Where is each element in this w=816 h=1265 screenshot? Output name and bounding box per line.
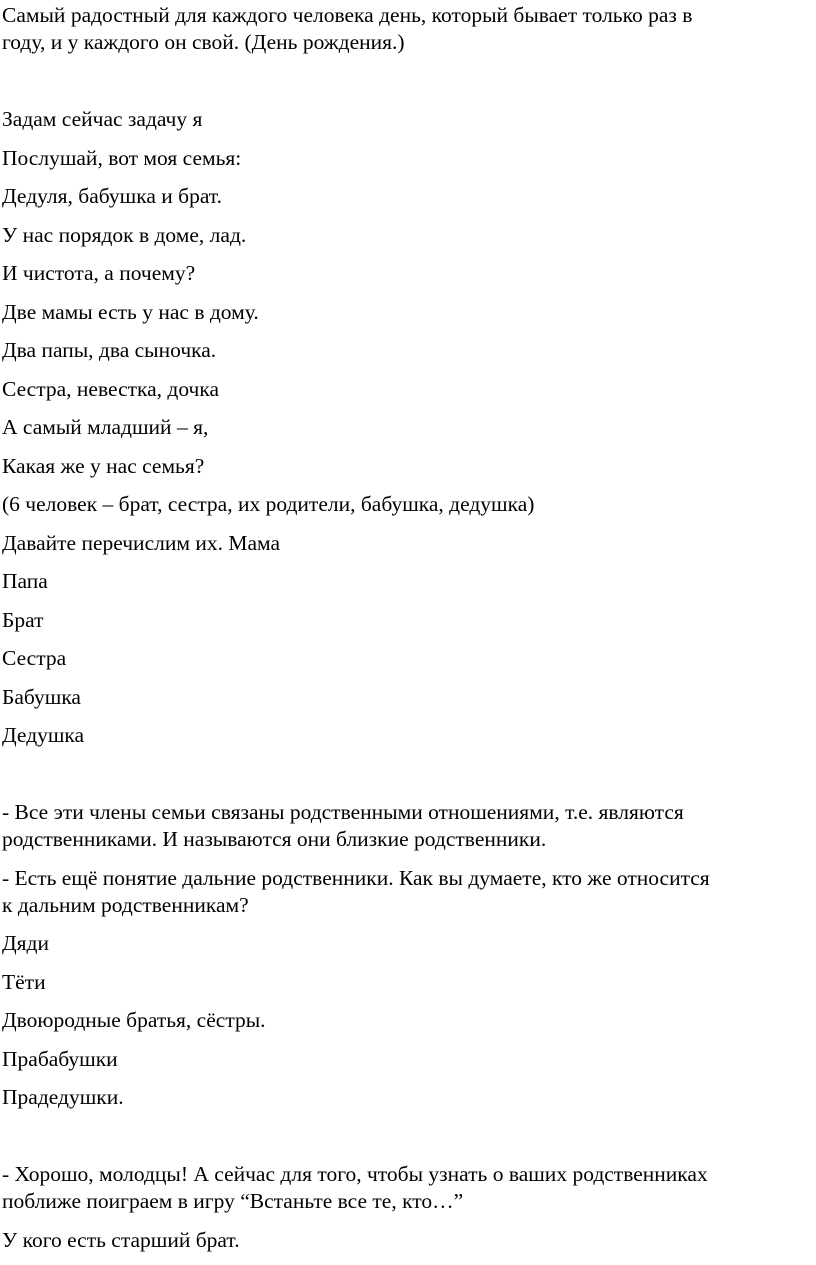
distant-list-item: Прадедушки.: [2, 1085, 124, 1109]
distant-list-item: Прабабушки: [2, 1046, 118, 1071]
blank-line: [2, 761, 814, 800]
poem-line: Два папы, два сыночка.: [2, 338, 217, 362]
poem: [2, 106, 814, 749]
paragraph-line: к дальним родственникам?: [2, 892, 249, 917]
poem-line: Какая же у нас семья?: [2, 453, 205, 478]
distant-list-item: Двоюродные братья, сёстры.: [2, 1008, 266, 1032]
game-intro-paragraph: [2, 1161, 814, 1215]
poem-line: А самый младший – я,: [2, 415, 209, 439]
blank-line: [2, 1123, 814, 1162]
family-list-item: Брат: [2, 607, 44, 632]
poem-line: Две мамы есть у нас в дому.: [2, 299, 259, 324]
document-body: [2, 2, 814, 1265]
poem-line: И чистота, а почему?: [2, 261, 196, 285]
game-prompt-line: У кого есть старший брат.: [2, 1227, 240, 1252]
blank-line: [2, 68, 814, 107]
paragraph-line: - Есть ещё понятие дальние родственники. Как вы думаете, кто же относится: [2, 865, 710, 890]
family-list-item: Дедушка: [2, 723, 85, 747]
intro-paragraph: [2, 2, 814, 56]
family-list-item: Сестра: [2, 646, 67, 670]
poem-line: Сестра, невестка, дочка: [2, 376, 220, 401]
paragraph-line: - Все эти члены семьи связаны родственными отношениями, т.е. являются: [2, 800, 684, 824]
distant-relatives-list: [2, 930, 814, 1111]
poem-line: Задам сейчас задачу я: [2, 107, 203, 131]
poem-line: Послушай, вот моя семья:: [2, 145, 242, 170]
intro-line: году, и у каждого он свой. (День рождения.): [2, 30, 405, 54]
distant-question-paragraph: [2, 865, 814, 919]
family-list-item: Бабушка: [2, 684, 81, 709]
paragraph-line: поближе поиграем в игру “Встаньте все те, кто…”: [2, 1189, 464, 1213]
paragraph-line: родственниками. И называются они близкие родственники.: [2, 827, 547, 851]
distant-list-item: Дяди: [2, 931, 49, 955]
distant-list-item: Тёти: [2, 969, 46, 994]
poem-answer: (6 человек – брат, сестра, их родители, бабушка, дедушка): [2, 492, 535, 516]
family-list-item: Папа: [2, 569, 48, 593]
family-list-intro: Давайте перечислим их. Мама: [2, 530, 280, 555]
poem-line: Дедуля, бабушка и брат.: [2, 184, 222, 208]
paragraph-line: - Хорошо, молодцы! А сейчас для того, чтобы узнать о ваших родственниках: [2, 1162, 708, 1186]
poem-line: У нас порядок в доме, лад.: [2, 222, 247, 247]
intro-line: Самый радостный для каждого человека день, который бывает только раз в: [2, 3, 693, 27]
close-relatives-paragraph: [2, 799, 814, 853]
